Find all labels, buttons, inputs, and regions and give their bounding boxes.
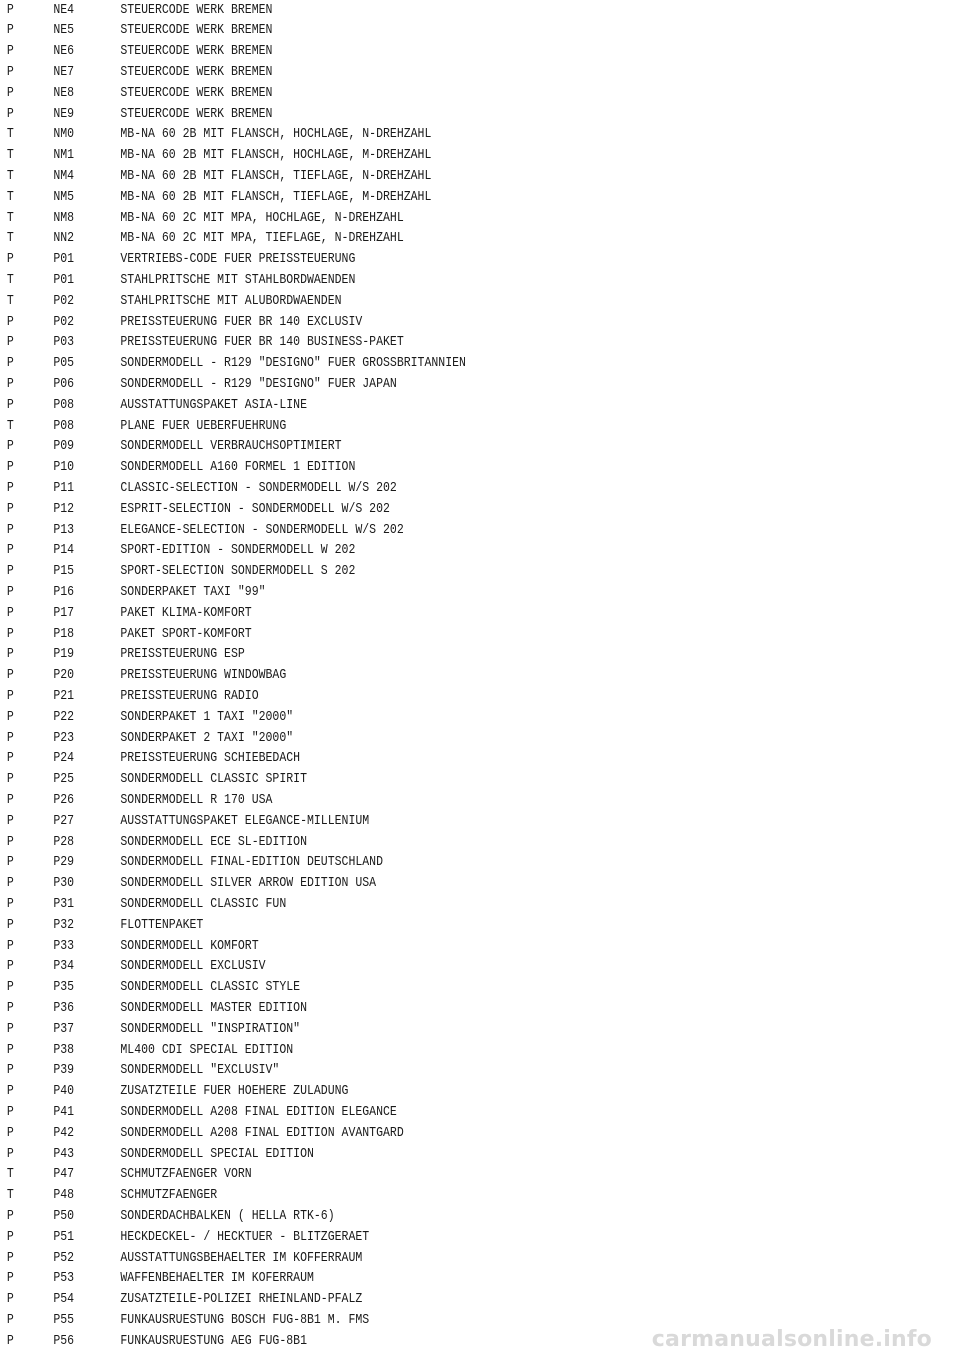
row-description: STAHLPRITSCHE MIT ALUBORDWAENDEN [120,293,342,309]
row-description: SONDERPAKET 1 TAXI "2000" [120,709,294,725]
row-code: P02 [53,314,75,330]
list-item [0,1165,826,1186]
row-description: STEUERCODE WERK BREMEN [120,23,273,39]
row-code: P22 [53,709,75,725]
row-type: P [6,2,14,18]
list-item [0,125,826,146]
list-item [0,1186,826,1207]
row-description: SPORT-SELECTION SONDERMODELL S 202 [120,564,356,580]
row-type: T [6,210,14,226]
row-type: P [6,522,14,538]
list-item [0,687,826,708]
list-item [0,666,826,687]
row-description: SCHMUTZFAENGER VORN [120,1167,252,1183]
row-code: P01 [53,252,75,268]
row-code: P32 [53,917,75,933]
list-item [0,354,826,375]
row-code: P26 [53,792,75,808]
list-item [0,229,826,250]
row-description: FLOTTENPAKET [120,917,204,933]
row-code: P03 [53,335,75,351]
row-description: SPORT-EDITION - SONDERMODELL W 202 [120,543,356,559]
row-code: P50 [53,1208,75,1224]
row-type: P [6,896,14,912]
row-code: NM5 [53,189,75,205]
row-type: P [6,772,14,788]
row-type: P [6,855,14,871]
row-type: P [6,439,14,455]
row-description: PLANE FUER UEBERFUEHRUNG [120,418,287,434]
row-description: SONDERMODELL FINAL-EDITION DEUTSCHLAND [120,855,384,871]
row-type: P [6,1208,14,1224]
row-code: P36 [53,1000,75,1016]
list-item [0,1124,826,1145]
row-code: P39 [53,1063,75,1079]
row-description: SONDERMODELL - R129 "DESIGNO" FUER JAPAN [120,376,397,392]
row-code: P10 [53,460,75,476]
list-item [0,167,826,188]
row-description: STEUERCODE WERK BREMEN [120,106,273,122]
row-description: AUSSTATTUNGSPAKET ASIA-LINE [120,397,307,413]
list-item [0,833,826,854]
row-type: P [6,397,14,413]
list-item [0,146,826,167]
row-type: P [6,584,14,600]
row-type: P [6,1229,14,1245]
row-description: PREISSTEUERUNG FUER BR 140 BUSINESS-PAKET [120,335,404,351]
row-type: P [6,564,14,580]
row-code: P01 [53,272,75,288]
list-item [0,645,826,666]
row-description: ML400 CDI SPECIAL EDITION [120,1042,294,1058]
list-item [0,521,826,542]
row-type: P [6,668,14,684]
row-type: P [6,1084,14,1100]
row-code: P15 [53,564,75,580]
row-type: T [6,231,14,247]
row-type: P [6,543,14,559]
list-item [0,1145,826,1166]
list-item [0,333,826,354]
row-description: FUNKAUSRUESTUNG AEG FUG-8B1 [120,1333,307,1349]
row-type: P [6,959,14,975]
row-type: T [6,127,14,143]
row-type: P [6,44,14,60]
row-type: P [6,709,14,725]
row-description: ZUSATZTEILE FUER HOEHERE ZULADUNG [120,1084,349,1100]
row-description: PREISSTEUERUNG FUER BR 140 EXCLUSIV [120,314,363,330]
row-type: T [6,293,14,309]
row-code: P53 [53,1271,75,1287]
row-code: P33 [53,938,75,954]
list-item [0,729,826,750]
list-item [0,105,826,126]
row-code: P55 [53,1312,75,1328]
row-type: T [6,1188,14,1204]
row-type: P [6,688,14,704]
list-item [0,63,826,84]
list-item [0,708,826,729]
row-code: P34 [53,959,75,975]
row-type: P [6,1271,14,1287]
row-code: P23 [53,730,75,746]
row-type: P [6,626,14,642]
row-description: STEUERCODE WERK BREMEN [120,64,273,80]
list-item [0,458,826,479]
row-description: MB-NA 60 2C MIT MPA, HOCHLAGE, N-DREHZAHL [120,210,404,226]
list-item [0,562,826,583]
row-description: WAFFENBEHAELTER IM KOFERRAUM [120,1271,314,1287]
row-type: P [6,106,14,122]
row-code: P52 [53,1250,75,1266]
row-type: T [6,189,14,205]
list-item [0,396,826,417]
row-description: PREISSTEUERUNG SCHIEBEDACH [120,751,301,767]
row-type: P [6,356,14,372]
row-description: SONDERMODELL R 170 USA [120,792,273,808]
list-item [0,625,826,646]
row-code: P30 [53,876,75,892]
list-item [0,1290,826,1311]
list-item [0,957,826,978]
row-code: P12 [53,501,75,517]
list-item [0,1041,826,1062]
row-code: P42 [53,1125,75,1141]
list-item [0,874,826,895]
row-description: PREISSTEUERUNG RADIO [120,688,259,704]
row-code: NE7 [53,64,75,80]
row-code: P40 [53,1084,75,1100]
row-code: P35 [53,980,75,996]
row-description: PAKET KLIMA-KOMFORT [120,605,252,621]
row-description: SONDERMODELL "INSPIRATION" [120,1021,301,1037]
row-description: SONDERMODELL A160 FORMEL 1 EDITION [120,460,356,476]
row-code: P05 [53,356,75,372]
row-type: P [6,938,14,954]
row-code: P13 [53,522,75,538]
row-code: P09 [53,439,75,455]
list-item [0,916,826,937]
row-type: P [6,1021,14,1037]
row-type: P [6,792,14,808]
row-description: SONDERMODELL - R129 "DESIGNO" FUER GROSSBRITANNIEN [120,356,466,372]
row-description: SONDERMODELL MASTER EDITION [120,1000,307,1016]
row-description: SONDERMODELL "EXCLUSIV" [120,1063,280,1079]
row-description: SONDERMODELL VERBRAUCHSOPTIMIERT [120,439,342,455]
list-item [0,417,826,438]
list-item [0,479,826,500]
row-type: P [6,335,14,351]
list-item [0,1,826,22]
row-description: SONDERMODELL SPECIAL EDITION [120,1146,314,1162]
row-description: HECKDECKEL- / HECKTUER - BLITZGERAET [120,1229,370,1245]
list-item [0,999,826,1020]
row-description: SONDERMODELL SILVER ARROW EDITION USA [120,876,377,892]
row-type: P [6,917,14,933]
list-item [0,1061,826,1082]
row-description: SONDERMODELL KOMFORT [120,938,259,954]
row-code: P41 [53,1104,75,1120]
row-code: P48 [53,1188,75,1204]
row-description: SONDERDACHBALKEN ( HELLA RTK-6) [120,1208,335,1224]
row-code: P47 [53,1167,75,1183]
row-type: P [6,1125,14,1141]
row-description: STEUERCODE WERK BREMEN [120,44,273,60]
row-description: AUSSTATTUNGSBEHAELTER IM KOFFERRAUM [120,1250,363,1266]
row-code: NE5 [53,23,75,39]
row-type: P [6,1104,14,1120]
row-code: NE8 [53,85,75,101]
row-description: MB-NA 60 2B MIT FLANSCH, TIEFLAGE, M-DREHZAHL [120,189,432,205]
row-type: P [6,460,14,476]
list-item [0,21,826,42]
row-description: MB-NA 60 2B MIT FLANSCH, HOCHLAGE, M-DREHZAHL [120,148,432,164]
list-item [0,583,826,604]
row-type: T [6,148,14,164]
row-code: P06 [53,376,75,392]
row-description: PREISSTEUERUNG ESP [120,647,245,663]
list-item [0,1269,826,1290]
row-type: P [6,85,14,101]
list-item [0,42,826,63]
list-item [0,188,826,209]
list-item [0,1103,826,1124]
row-code: P54 [53,1292,75,1308]
list-item [0,250,826,271]
list-item [0,1249,826,1270]
row-code: NM1 [53,148,75,164]
row-description: SONDERPAKET TAXI "99" [120,584,266,600]
row-code: P16 [53,584,75,600]
row-description: MB-NA 60 2B MIT FLANSCH, HOCHLAGE, N-DREHZAHL [120,127,432,143]
row-description: STEUERCODE WERK BREMEN [120,2,273,18]
row-description: SONDERPAKET 2 TAXI "2000" [120,730,294,746]
row-code: P21 [53,688,75,704]
row-code: P43 [53,1146,75,1162]
row-description: CLASSIC-SELECTION - SONDERMODELL W/S 202 [120,480,397,496]
list-item [0,500,826,521]
row-description: ZUSATZTEILE-POLIZEI RHEINLAND-PFALZ [120,1292,363,1308]
row-description: SONDERMODELL ECE SL-EDITION [120,834,307,850]
row-code: NM4 [53,168,75,184]
row-code: P08 [53,397,75,413]
row-description: STEUERCODE WERK BREMEN [120,85,273,101]
row-type: P [6,1250,14,1266]
row-code: P38 [53,1042,75,1058]
row-type: P [6,876,14,892]
row-type: P [6,834,14,850]
row-type: P [6,501,14,517]
list-item [0,604,826,625]
row-description: ELEGANCE-SELECTION - SONDERMODELL W/S 202 [120,522,404,538]
row-description: SONDERMODELL EXCLUSIV [120,959,266,975]
row-code: NE9 [53,106,75,122]
row-type: P [6,376,14,392]
row-type: P [6,730,14,746]
row-description: SONDERMODELL CLASSIC STYLE [120,980,301,996]
row-description: FUNKAUSRUESTUNG BOSCH FUG-8B1 M. FMS [120,1312,370,1328]
row-code: NM0 [53,127,75,143]
row-code: NE6 [53,44,75,60]
row-code: P20 [53,668,75,684]
watermark: carmanualsonline.info [651,1327,932,1352]
row-type: P [6,1146,14,1162]
row-description: SONDERMODELL A208 FINAL EDITION ELEGANCE [120,1104,397,1120]
list-item [0,937,826,958]
row-description: SCHMUTZFAENGER [120,1188,218,1204]
row-description: VERTRIEBS-CODE FUER PREISSTEUERUNG [120,252,356,268]
list-item [0,84,826,105]
row-type: T [6,418,14,434]
list-item [0,292,826,313]
row-description: MB-NA 60 2B MIT FLANSCH, TIEFLAGE, N-DREHZAHL [120,168,432,184]
row-code: NN2 [53,231,75,247]
row-type: P [6,480,14,496]
list-item [0,1228,826,1249]
row-description: PREISSTEUERUNG WINDOWBAG [120,668,287,684]
list-item [0,375,826,396]
row-code: P29 [53,855,75,871]
row-type: P [6,813,14,829]
row-type: P [6,252,14,268]
row-type: P [6,64,14,80]
row-code: P56 [53,1333,75,1349]
row-type: T [6,1167,14,1183]
row-type: P [6,1063,14,1079]
row-type: P [6,605,14,621]
row-code: P08 [53,418,75,434]
list-item [0,791,826,812]
row-type: P [6,1000,14,1016]
row-type: T [6,272,14,288]
row-type: P [6,647,14,663]
row-type: P [6,1042,14,1058]
row-type: P [6,1333,14,1349]
row-code: P37 [53,1021,75,1037]
row-code: NE4 [53,2,75,18]
row-description: PAKET SPORT-KOMFORT [120,626,252,642]
row-code: P31 [53,896,75,912]
row-code: P51 [53,1229,75,1245]
row-code: P24 [53,751,75,767]
list-item [0,895,826,916]
row-code: P11 [53,480,75,496]
list-item [0,1082,826,1103]
row-description: MB-NA 60 2C MIT MPA, TIEFLAGE, N-DREHZAHL [120,231,404,247]
row-type: P [6,314,14,330]
row-type: P [6,980,14,996]
row-code: NM8 [53,210,75,226]
row-description: SONDERMODELL A208 FINAL EDITION AVANTGARD [120,1125,404,1141]
list-item [0,749,826,770]
list-item [0,541,826,562]
row-type: P [6,1312,14,1328]
row-description: ESPRIT-SELECTION - SONDERMODELL W/S 202 [120,501,390,517]
list-item [0,1207,826,1228]
row-code: P19 [53,647,75,663]
list-item [0,853,826,874]
row-code: P27 [53,813,75,829]
list-item [0,770,826,791]
row-description: SONDERMODELL CLASSIC FUN [120,896,287,912]
list-item [0,812,826,833]
list-item [0,437,826,458]
row-type: P [6,23,14,39]
row-description: SONDERMODELL CLASSIC SPIRIT [120,772,307,788]
list-item [0,271,826,292]
list-item [0,209,826,230]
row-description: STAHLPRITSCHE MIT STAHLBORDWAENDEN [120,272,356,288]
list-item [0,1020,826,1041]
row-type: T [6,168,14,184]
row-code: P14 [53,543,75,559]
row-type: P [6,751,14,767]
list-item [0,313,826,334]
row-code: P17 [53,605,75,621]
list-item [0,978,826,999]
row-code: P18 [53,626,75,642]
row-type: P [6,1292,14,1308]
row-code: P02 [53,293,75,309]
row-code: P25 [53,772,75,788]
row-description: AUSSTATTUNGSPAKET ELEGANCE-MILLENIUM [120,813,370,829]
row-code: P28 [53,834,75,850]
